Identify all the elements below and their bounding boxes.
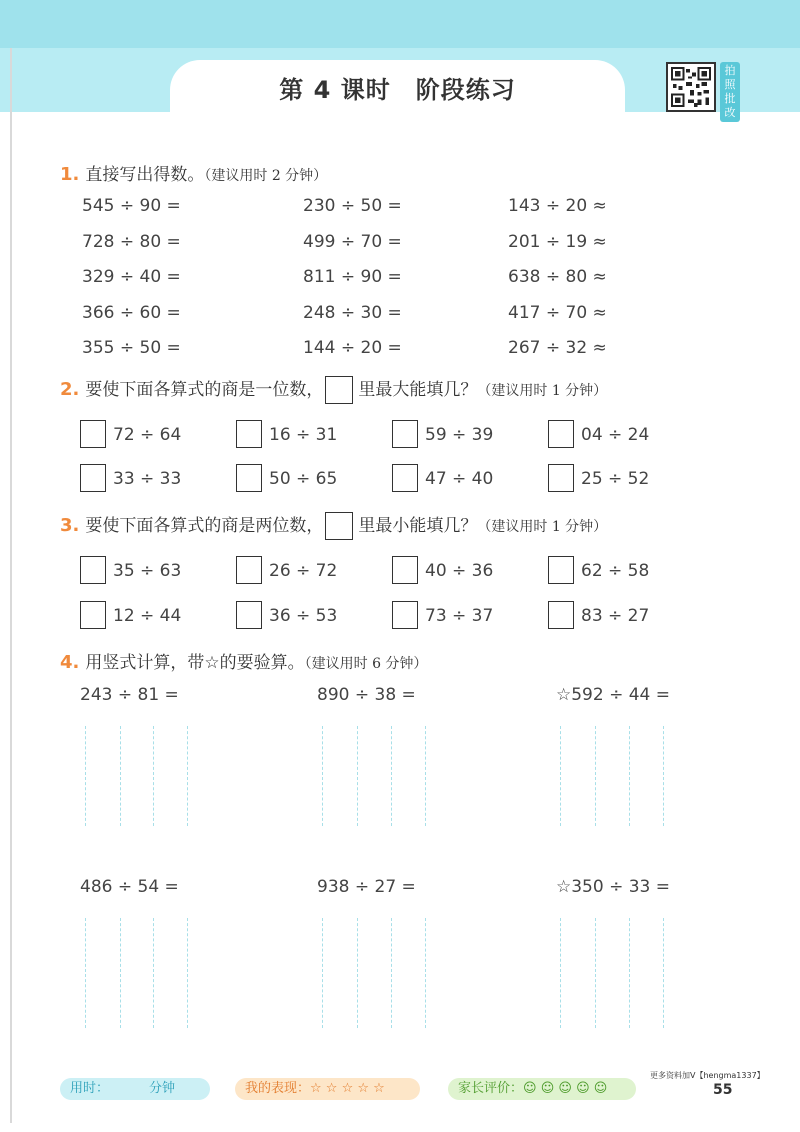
work-area-guide — [560, 918, 561, 1028]
page-edge — [10, 48, 12, 1123]
answer-box[interactable] — [80, 420, 106, 448]
s1-item: 355 ÷ 50 = — [82, 338, 181, 358]
s2-item: 72 ÷ 64 — [113, 425, 182, 445]
section-1-title — [60, 160, 327, 185]
work-area-guide — [153, 918, 154, 1028]
answer-box[interactable] — [392, 601, 418, 629]
answer-box[interactable] — [80, 464, 106, 492]
work-area-guide — [629, 918, 630, 1028]
section-2-title — [60, 375, 607, 404]
section-4-text: 用竖式计算，带☆的要验算。 — [85, 653, 305, 673]
work-area-guide — [187, 726, 188, 826]
section-3-title — [60, 511, 607, 540]
answer-box[interactable] — [236, 601, 262, 629]
s1-item: 144 ÷ 20 = — [303, 338, 402, 358]
box-symbol — [325, 376, 353, 404]
work-area-guide — [425, 726, 426, 826]
s2-item: 33 ÷ 33 — [113, 469, 182, 489]
section-3-text-after: 里最小能填几？ — [358, 516, 478, 536]
s2-item: 47 ÷ 40 — [425, 469, 494, 489]
answer-box[interactable] — [392, 464, 418, 492]
s1-item: 499 ÷ 70 = — [303, 232, 402, 252]
answer-box[interactable] — [548, 420, 574, 448]
s2-item: 16 ÷ 31 — [269, 425, 338, 445]
work-area-guide — [153, 726, 154, 826]
work-area-guide — [322, 918, 323, 1028]
section-1-number: 1. — [60, 164, 80, 185]
work-area-guide — [120, 918, 121, 1028]
qr-label: 拍照批改 — [720, 62, 740, 122]
time-used-pill — [60, 1078, 210, 1100]
qr-code-icon[interactable] — [666, 62, 716, 112]
work-area-guide — [629, 726, 630, 826]
time-used-label: 用时： — [70, 1081, 110, 1096]
section-2-note: （建议用时 1 分钟） — [477, 383, 608, 399]
s1-item: 143 ÷ 20 ≈ — [508, 196, 607, 216]
s4-item: 243 ÷ 81 = — [80, 685, 179, 705]
s3-item: 12 ÷ 44 — [113, 606, 182, 626]
time-used-unit: 分钟 — [149, 1081, 176, 1096]
section-2-text: 要使下面各算式的商是一位数， — [85, 380, 324, 400]
s3-item: 73 ÷ 37 — [425, 606, 494, 626]
section-3-number: 3. — [60, 515, 80, 536]
answer-box[interactable] — [80, 556, 106, 584]
work-area-guide — [663, 918, 664, 1028]
section-1-note: （建议用时 2 分钟） — [204, 168, 328, 184]
s1-item: 417 ÷ 70 ≈ — [508, 303, 607, 323]
answer-box[interactable] — [548, 556, 574, 584]
s3-item: 26 ÷ 72 — [269, 561, 338, 581]
s3-item: 40 ÷ 36 — [425, 561, 494, 581]
s1-item: 230 ÷ 50 = — [303, 196, 402, 216]
section-3-note: （建议用时 1 分钟） — [477, 519, 608, 535]
box-symbol — [325, 512, 353, 540]
answer-box[interactable] — [548, 464, 574, 492]
s2-item: 59 ÷ 39 — [425, 425, 494, 445]
work-area-guide — [425, 918, 426, 1028]
work-area-guide — [663, 726, 664, 826]
s1-item: 728 ÷ 80 = — [82, 232, 181, 252]
section-2-number: 2. — [60, 379, 80, 400]
work-area-guide — [357, 918, 358, 1028]
section-4-note: （建议用时 6 分钟） — [304, 656, 428, 672]
performance-pill — [235, 1078, 420, 1100]
parent-review-label: 家长评价： — [458, 1081, 524, 1096]
s1-item: 267 ÷ 32 ≈ — [508, 338, 607, 358]
work-area-guide — [595, 726, 596, 826]
s1-item: 201 ÷ 19 ≈ — [508, 232, 607, 252]
section-4-title — [60, 648, 427, 673]
header-band-top — [0, 0, 800, 48]
s4-item: 486 ÷ 54 = — [80, 877, 179, 897]
smiley-rating-icon[interactable]: ☺ ☺ ☺ ☺ ☺ — [523, 1081, 608, 1096]
footer-note: 更多资料加V【hengma1337】 — [650, 1071, 765, 1080]
star-rating-icon[interactable]: ☆ ☆ ☆ ☆ ☆ — [310, 1081, 385, 1096]
section-4-number: 4. — [60, 652, 80, 673]
answer-box[interactable] — [236, 464, 262, 492]
answer-box[interactable] — [236, 420, 262, 448]
section-1-text: 直接写出得数。 — [85, 165, 205, 185]
s4-item: ☆350 ÷ 33 = — [556, 877, 671, 897]
answer-box[interactable] — [392, 420, 418, 448]
s2-item: 50 ÷ 65 — [269, 469, 338, 489]
s1-item: 366 ÷ 60 = — [82, 303, 181, 323]
work-area-guide — [357, 726, 358, 826]
s1-item: 248 ÷ 30 = — [303, 303, 402, 323]
answer-box[interactable] — [80, 601, 106, 629]
s3-item: 36 ÷ 53 — [269, 606, 338, 626]
section-3-text: 要使下面各算式的商是两位数， — [85, 516, 324, 536]
answer-box[interactable] — [236, 556, 262, 584]
s2-item: 04 ÷ 24 — [581, 425, 650, 445]
s2-item: 25 ÷ 52 — [581, 469, 650, 489]
s4-item: 890 ÷ 38 = — [317, 685, 416, 705]
s1-item: 329 ÷ 40 = — [82, 267, 181, 287]
s4-item: 938 ÷ 27 = — [317, 877, 416, 897]
s1-item: 811 ÷ 90 = — [303, 267, 402, 287]
section-2-text-after: 里最大能填几？ — [358, 380, 478, 400]
work-area-guide — [391, 918, 392, 1028]
work-area-guide — [560, 726, 561, 826]
parent-review-pill — [448, 1078, 636, 1100]
s3-item: 62 ÷ 58 — [581, 561, 650, 581]
work-area-guide — [120, 726, 121, 826]
work-area-guide — [85, 726, 86, 826]
s1-item: 638 ÷ 80 ≈ — [508, 267, 607, 287]
work-area-guide — [85, 918, 86, 1028]
performance-label: 我的表现： — [245, 1081, 311, 1096]
answer-box[interactable] — [548, 601, 574, 629]
page-number: 55 — [713, 1082, 733, 1098]
work-area-guide — [595, 918, 596, 1028]
work-area-guide — [187, 918, 188, 1028]
s4-item: ☆592 ÷ 44 = — [556, 685, 671, 705]
work-area-guide — [322, 726, 323, 826]
s3-item: 35 ÷ 63 — [113, 561, 182, 581]
s3-item: 83 ÷ 27 — [581, 606, 650, 626]
page-title: 第 4 课时 阶段练习 — [279, 76, 516, 104]
answer-box[interactable] — [392, 556, 418, 584]
s1-item: 545 ÷ 90 = — [82, 196, 181, 216]
work-area-guide — [391, 726, 392, 826]
